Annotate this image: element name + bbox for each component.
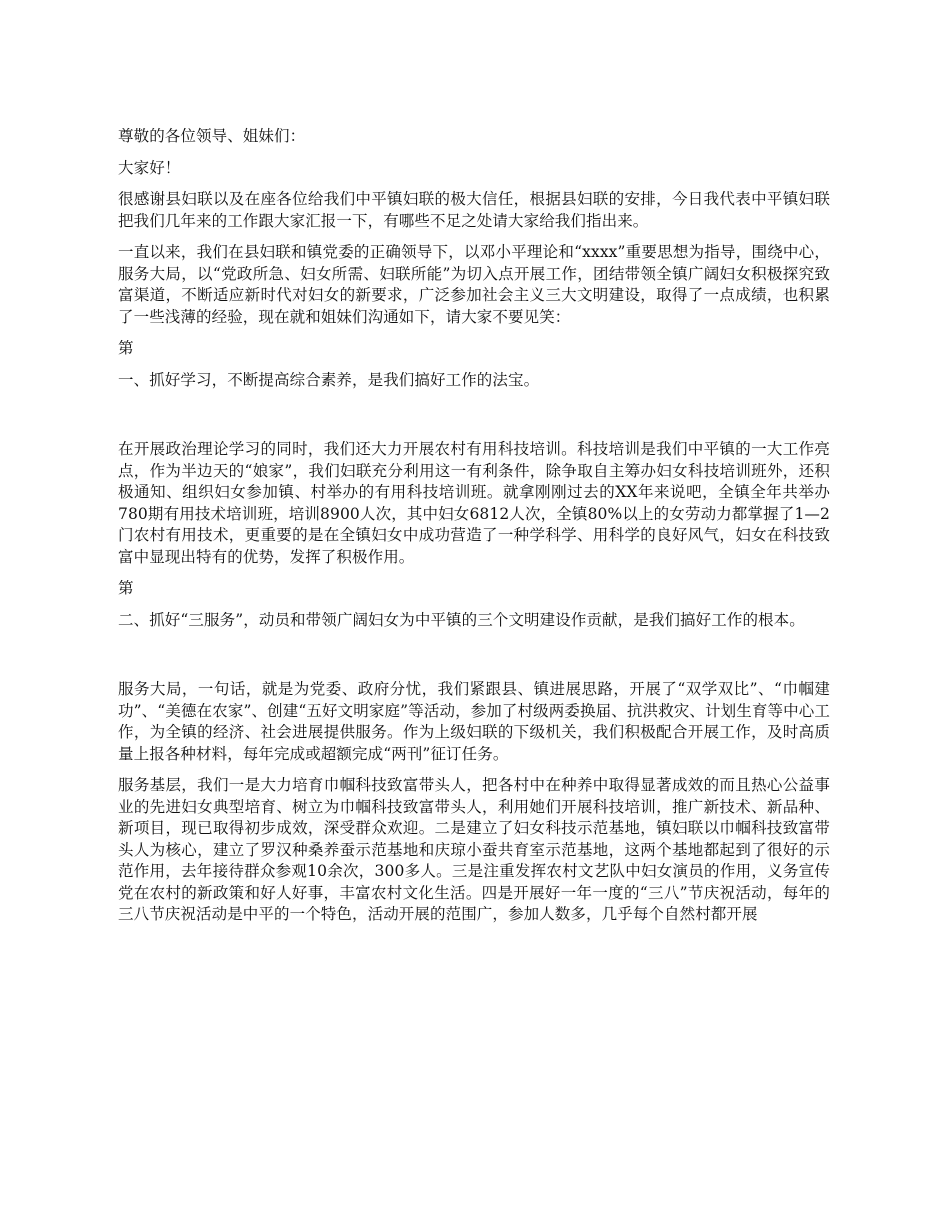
salutation-line: 大家好！	[118, 158, 181, 177]
background-paragraph: 一直以来，我们在县妇联和镇党委的正确领导下，以邓小平理论和“xxxx”重要思想为指导，围绕中心，服务大局，以“党政所急、妇女所需、妇联所能”为切入点开展工作，团结带领全镇广阔妇女积极探究致富渠道，不断适应新时代对妇女的新要求，广泛参加社会主义三大文明建设，取得了一点成绩，也积累了一些浅薄的经验，现在就和姐妹们沟通如下，请大家不要见笑：	[118, 243, 830, 326]
section-heading-1: 一、抓好学习，不断提高综合素养，是我们搞好工作的法宝。	[118, 370, 540, 389]
section-marker-2: 第	[118, 579, 134, 597]
service-grassroots-paragraph: 服务基层，我们一是大力培育巾帼科技致富带头人，把各村中在种养中取得显著成效的而且热心公益事业的先进妇女典型培育、树立为巾帼科技致富带头人，利用她们开展科技培训，推广新技术、新品种、新项目，现已取得初步成效，深受群众欢迎。二是建立了妇女科技示范基地，镇妇联以巾帼科技致富带头人为核心，建立了罗汉种桑养蚕示范基地和庆琼小蚕共育室示范基地，这两个基地都起到了很好的示范作用，去年接待群众参观10余次，300多人。三是注重发挥农村文艺队中妇女演员的作用，义务宣传党在农村的新政策和好人好事，丰富农村文化生活。四是开展好一年一度的“三八”节庆祝活动，每年的三八节庆祝活动是中平的一个特色，活动开展的范围广，参加人数多，几乎每个自然村都开展	[118, 776, 830, 923]
section-heading-2: 二、抓好“三服务”，动员和带领广阔妇女为中平镇的三个文明建设作贡献，是我们搞好工作的根本。	[118, 610, 805, 629]
training-paragraph: 在开展政治理论学习的同时，我们还大力开展农村有用科技培训。科技培训是我们中平镇的一大工作亮点，作为半边天的“娘家”，我们妇联充分利用这一有利条件，除争取自主筹办妇女科技培训班外，还积极通知、组织妇女参加镇、村举办的有用科技培训班。就拿刚刚过去的XX年来说吧，全镇全年共举办780期有用技术培训班，培训8900人次，其中妇女6812人次，全镇80%以上的女劳动力都掌握了1—2门农村有用技术，更重要的是在全镇妇女中成功营造了一种学科学、用科学的良好风气，妇女在科技致富中显现出特有的优势，发挥了积极作用。	[118, 440, 830, 566]
service-overall-paragraph: 服务大局，一句话，就是为党委、政府分忧，我们紧跟县、镇进展思路，开展了“双学双比”、“巾帼建功”、“美德在农家”、创建“五好文明家庭”等活动，参加了村级两委换届、抗洪救灾、计划生育等中心工作，为全镇的经济、社会进展提供服务。作为上级妇联的下级机关，我们积极配合开展工作，及时高质量上报各种材料，每年完成或超额完成“两刊”征订任务。	[118, 680, 830, 763]
greeting-line: 尊敬的各位领导、姐妹们：	[118, 127, 306, 145]
document-body	[118, 126, 830, 936]
intro-paragraph: 很感谢县妇联以及在座各位给我们中平镇妇联的极大信任，根据县妇联的安排，今日我代表中平镇妇联把我们几年来的工作跟大家汇报一下，有哪些不足之处请大家给我们指出来。	[118, 190, 830, 230]
section-marker-1: 第	[118, 339, 134, 357]
